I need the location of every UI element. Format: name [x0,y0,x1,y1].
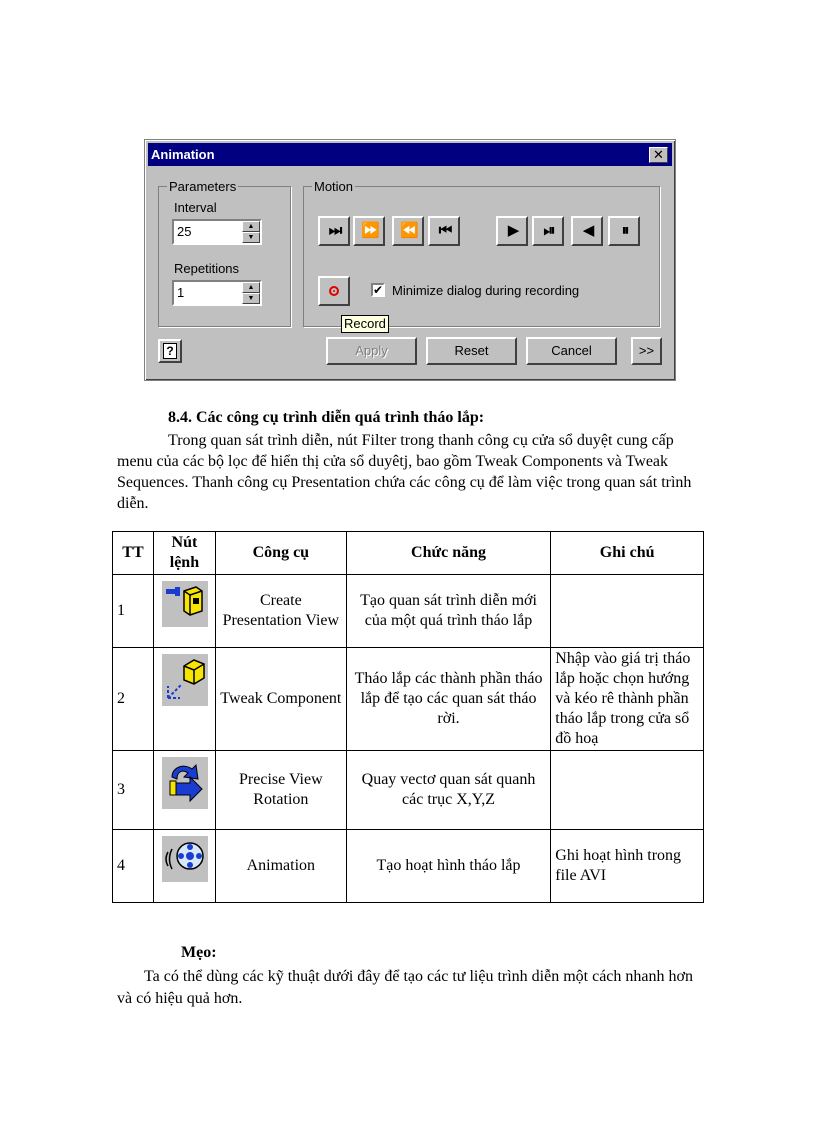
table-row [113,830,704,903]
row-icon-cell [153,830,215,903]
tools-table [112,531,704,903]
dialog-titlebar [148,143,672,166]
interval-value: 25 [177,224,192,239]
row-number: 2 [113,648,154,751]
table-row [113,751,704,830]
record-tooltip: Record [341,315,389,333]
create-presentation-view-icon [162,581,208,627]
header-tool: Công cụ [215,532,346,575]
minimize-label: Minimize dialog during recording [392,283,580,298]
rewind-icon[interactable]: ⏪ [392,216,424,246]
animation-dialog [144,139,676,381]
more-button[interactable]: >> [631,337,662,365]
help-button[interactable] [158,339,182,363]
step-icon[interactable]: ⏯ [532,216,564,246]
row-note [551,575,704,648]
row-tool: Precise View Rotation [215,751,346,830]
section-heading: 8.4. Các công cụ trình diễn quá trình tháo lắp: [168,409,485,426]
row-note: Ghi hoạt hình trong file AVI [551,830,704,903]
row-function: Quay vectơ quan sát quanh các trục X,Y,Z [346,751,551,830]
tweak-component-icon [162,654,208,706]
row-number: 1 [113,575,154,648]
row-icon-cell [153,751,215,830]
repetitions-label: Repetitions [174,261,240,276]
fast-forward-icon[interactable]: ⏩ [353,216,385,246]
section-paragraph: Trong quan sát trình diễn, nút Filter trong thanh công cụ cửa sổ duyệt cung cấp menu của các bộ lọc để hiển thị cửa sổ duyêtj, bao gồm Tweak Components và Tweak Sequences. Thanh công cụ Presentation chứa các công cụ để làm việc trong quan sát trình diễn. [117,432,692,512]
reset-button[interactable]: Reset [426,337,517,365]
play-forward-icon[interactable]: ▶ [496,216,528,246]
motion-label: Motion [314,179,354,194]
help-icon: ? [163,343,177,359]
close-icon[interactable]: ✕ [649,147,668,163]
pause-icon[interactable]: ⏸ [608,216,640,246]
interval-spinner[interactable] [172,219,262,245]
row-number: 4 [113,830,154,903]
record-button[interactable] [318,276,350,306]
table-row [113,575,704,648]
row-note: Nhập vào giá trị tháo lắp hoặc chọn hướng và kéo rê thành phần tháo lắp trong cửa sổ đồ hoạ [551,648,704,751]
end-icon[interactable]: ⏭ [318,216,350,246]
precise-view-rotation-icon [162,757,208,809]
motion-group [303,179,660,327]
row-function: Tạo quan sát trình diễn mới của một quá trình tháo lắp [346,575,551,648]
row-function: Tháo lắp các thành phần tháo lắp để tạo các quan sát tháo rời. [346,648,551,751]
row-tool: Tweak Component [215,648,346,751]
row-function: Tạo hoạt hình tháo lắp [346,830,551,903]
record-icon [329,286,339,296]
row-note [551,751,704,830]
spin-down-icon[interactable]: ▼ [242,293,260,304]
minimize-checkbox[interactable]: ✔ [373,283,384,297]
parameters-label: Parameters [169,179,237,194]
tip-text: Ta có thể dùng các kỹ thuật dưới đây để tạo các tư liệu trình diễn một cách nhanh hơn và có hiệu quả hơn. [117,968,693,1007]
header-function: Chức năng [346,532,551,575]
spin-up-icon[interactable]: ▲ [242,282,260,293]
row-icon-cell [153,648,215,751]
table-header-row [113,532,704,575]
repetitions-value: 1 [177,285,185,300]
table-row [113,648,704,751]
row-icon-cell [153,575,215,648]
row-tool: Create Presentation View [215,575,346,648]
row-number: 3 [113,751,154,830]
tip-title: Mẹo: [181,944,217,961]
interval-label: Interval [174,200,217,215]
animation-icon [162,836,208,882]
cancel-button[interactable]: Cancel [526,337,617,365]
dialog-title: Animation [151,147,215,162]
repetitions-spinner[interactable] [172,280,262,306]
spin-down-icon[interactable]: ▼ [242,232,260,243]
row-tool: Animation [215,830,346,903]
header-tt: TT [113,532,154,575]
header-button: Nút lệnh [153,532,215,575]
header-note: Ghi chú [551,532,704,575]
apply-button[interactable]: Apply [326,337,417,365]
play-reverse-icon[interactable]: ◀ [571,216,603,246]
spin-up-icon[interactable]: ▲ [242,221,260,232]
start-icon[interactable]: ⏮ [428,216,460,246]
